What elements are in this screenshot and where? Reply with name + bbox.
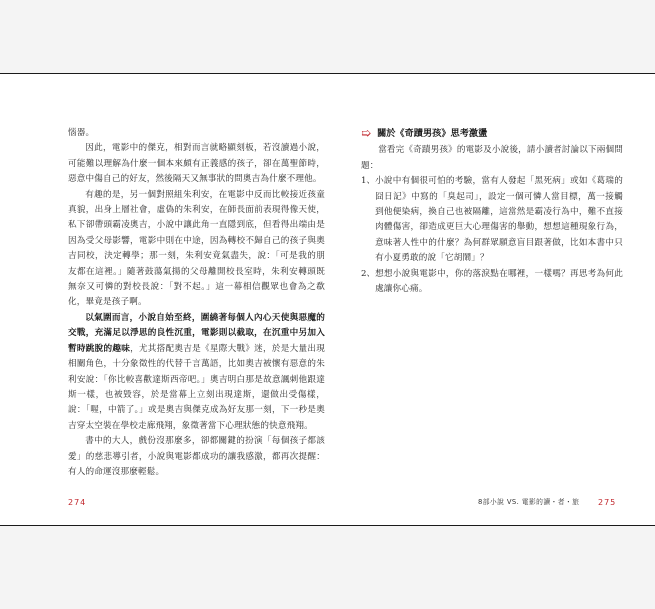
- question-item: [361, 174, 623, 266]
- left-page: [68, 126, 325, 480]
- paragraph-atmosphere: [68, 311, 325, 434]
- bold-lead: 以氣圍而言，小說自始至終，圍繞著每個人內心天使與惡魔的交戰，充滿足以淨思的良性沉重，電影則以截取，在沉重中另加入暫時跳脫的趣味: [68, 312, 325, 354]
- intro-paragraph: 當看完《奇蹟男孩》的電影及小說後，請小讀者討論以下兩個問題：: [361, 145, 624, 171]
- question-text: 小說中有個很可怕的考驗，當有人發起「黑死病」或如《葛瑞的囧日記》中寫的「臭起司」，設定一個可憐人當目標，萬一接觸到他便染病，換自己也被隔離，這當然是霸凌行為中，難不直接肉體傷害，卻造成更巨大心理傷害的舉動，想想這種現象行為，意味著人性中的什麼？為何群眾願意盲目跟著做，比如本書中只有小夏勇敢的說「它胡鬧」？: [375, 176, 623, 264]
- paragraph-jack: 因此，電影中的傑克，相對而言就略顯刻板，若沒讀過小說，可能難以理解為什麼一個本來頗有正義感的孩子，卻在萬聖節時，惡意中傷自己的好友，然後隔天又無事狀的問奧吉為什麼不理他。: [68, 143, 325, 185]
- paragraph-atmosphere-rest: ，尤其搭配奧吉是《星際大戰》迷，於是大量出現相關角色，十分象徵性的代替千言萬語，比如奧吉被懷有惡意的朱利安說：「你比較喜歡達斯西帝吧。」奧吉明白那是故意諷刺他跟達斯一樣，也被毀容，於是當幕上立刻出現達斯，還做出受傷樣，說：「喔，中箭了。」或是奧吉與傑克成為好友那一刻，下一秒是奧吉穿太空裝在學校走廊飛翔，象徵著當下心理狀態的快意飛翔。: [68, 343, 325, 431]
- question-number: 2、: [361, 268, 376, 279]
- question-number: 1、: [361, 176, 376, 187]
- page-number-right: 275: [598, 498, 617, 507]
- paragraph-continuation: 惱器。: [68, 128, 95, 138]
- question-item: [361, 267, 623, 298]
- section-heading: [361, 126, 623, 141]
- page-number-left: 274: [68, 498, 87, 507]
- book-spread: [0, 73, 655, 526]
- question-text: 想想小說與電影中，你的落淚點在哪裡，一樣嗎？再思考為何此處讓你心痛。: [375, 268, 623, 295]
- arrow-icon: ➯: [361, 126, 372, 140]
- section-title: 關於《奇蹟男孩》思考激盪: [377, 128, 488, 139]
- right-page: [361, 126, 623, 297]
- question-list: [361, 174, 623, 297]
- paragraph-adults: 書中的大人，戲份沒那麼多，卻都關鍵的扮演「每個孩子都該愛」的慈悲導引者，小說與電影都成功的讓我感激，都再次提醒：有人的命運沒那麼輕鬆。: [68, 436, 325, 477]
- paragraph-julian: 有趣的是，另一個對照組朱利安，在電影中反而比較接近孩童真貌，出身上層社會，虛偽的朱利安，在師長面前表現得像天使，私下卻帶頭霸凌奧吉，小說中讓此角一直隱到底，但看得出端由是因為受父母影響，電影中則在中途，因為轉校不歸自己的孩子與奧吉同校，決定轉學；那一刻，朱利安竟氣盡失，說：「可是我的朋友都在這裡。」隨著鼓蕩氣揚的父母離開校長室時，朱利安轉頭既無奈又可憐的對校長說：「對不起。」這一幕相信觀眾也會為之欷化，畢竟是孩子啊。: [68, 189, 325, 308]
- running-head: 8部小說 VS. 電影的讀・者・旅: [478, 498, 580, 506]
